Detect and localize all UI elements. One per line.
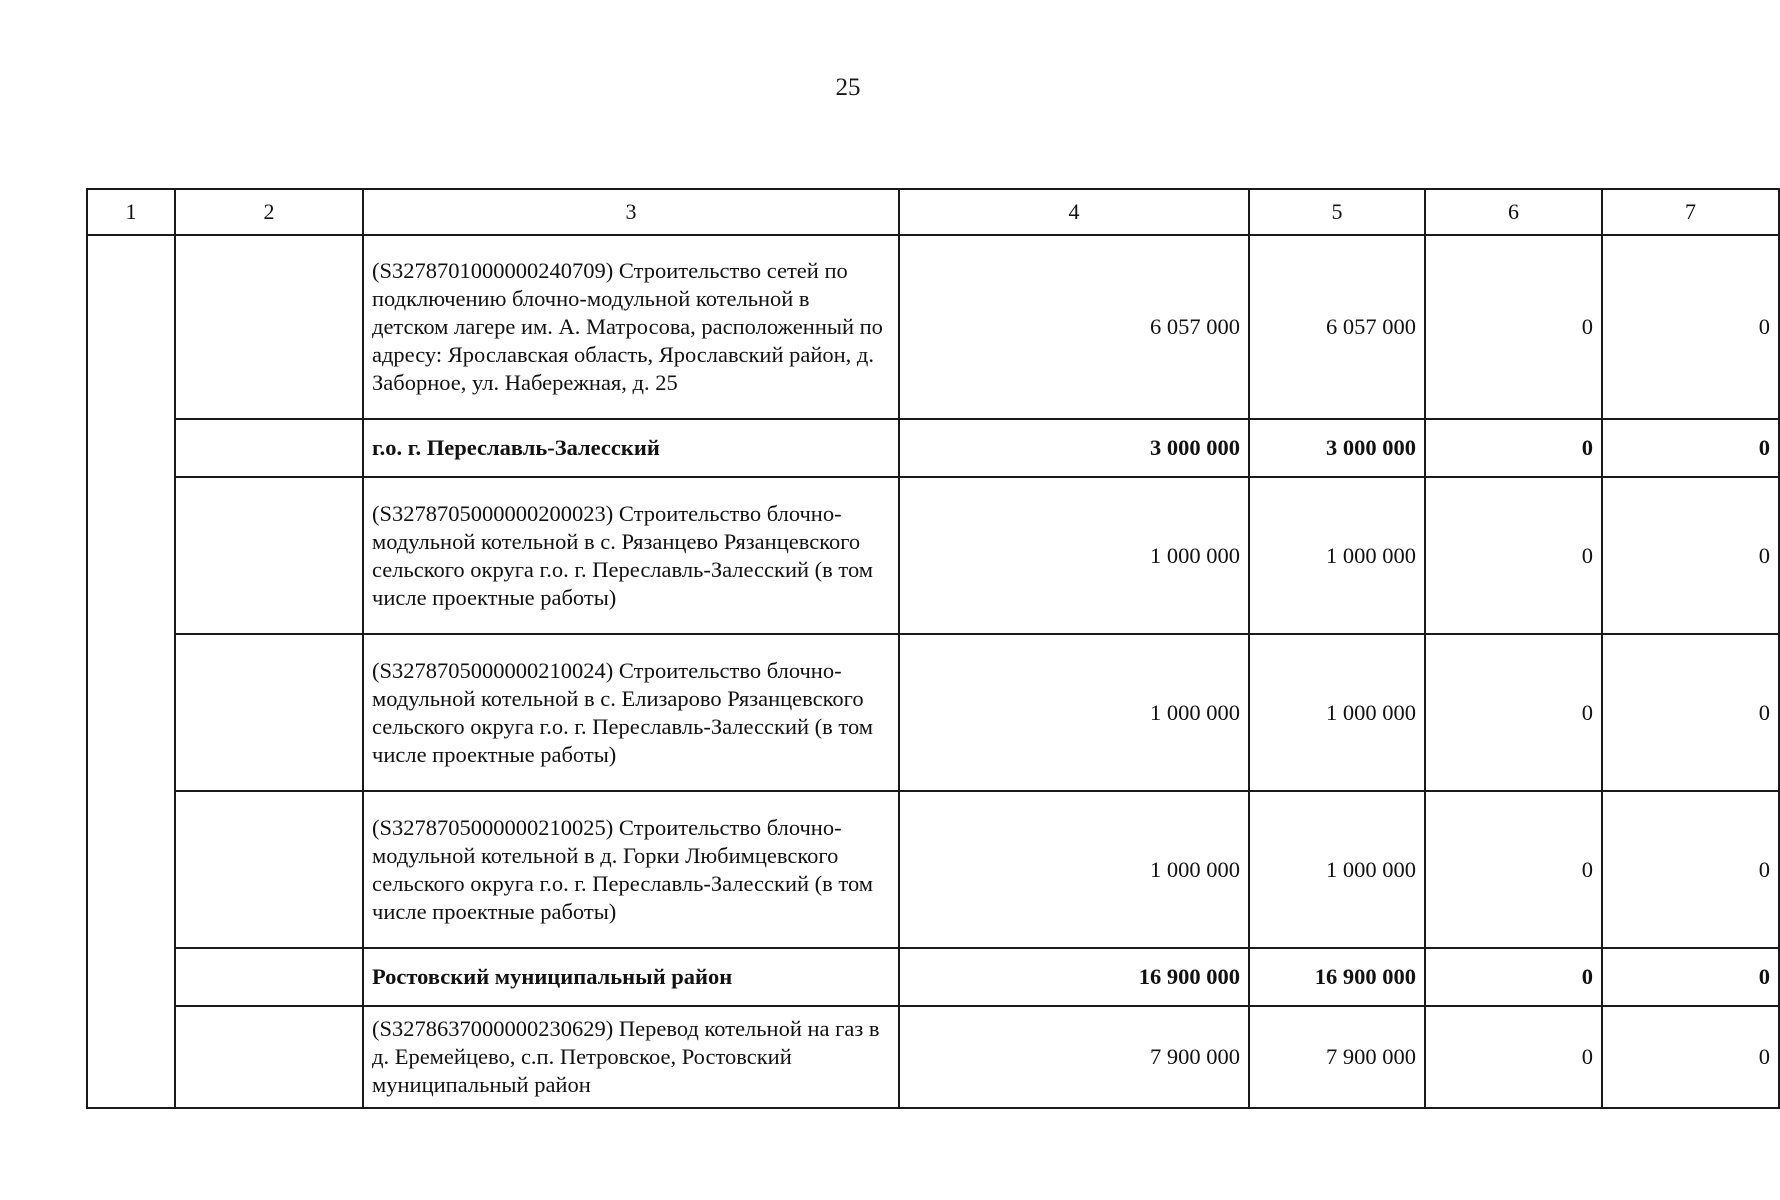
group-name: Ростовский муниципальный район [363,948,899,1006]
table-row [87,1006,1779,1108]
group-name: г.о. г. Переславль-Залесский [363,419,899,477]
value-col5: 1 000 000 [1249,634,1425,791]
value-col4: 1 000 000 [899,477,1249,634]
value-col6: 0 [1425,634,1602,791]
value-col6: 0 [1425,235,1602,419]
value-col4: 6 057 000 [899,235,1249,419]
value-col5: 1 000 000 [1249,477,1425,634]
group-row [87,948,1779,1006]
budget-table [86,188,1780,1109]
item-name: (S3278637000000230629) Перевод котельной на газ в д. Еремейцево, с.п. Петровское, Ростовский муниципальный район [363,1006,899,1108]
column-header-3: 3 [363,189,899,235]
column-header-2: 2 [175,189,363,235]
value-col6: 0 [1425,1006,1602,1108]
group-row [87,419,1779,477]
column-header-5: 5 [1249,189,1425,235]
column-header-1: 1 [87,189,175,235]
value-col5: 1 000 000 [1249,791,1425,948]
value-col4: 1 000 000 [899,791,1249,948]
group-total-col6: 0 [1425,419,1602,477]
group-total-col5: 16 900 000 [1249,948,1425,1006]
value-col7: 0 [1602,477,1779,634]
code-cell [175,477,363,634]
table-row [87,477,1779,634]
item-name: (S3278705000000200023) Строительство блочно-модульной котельной в с. Рязанцево Рязанцевского сельского округа г.о. г. Переславль-Залесский (в том числе проектные работы) [363,477,899,634]
page-number: 25 [835,74,861,101]
item-name: (S3278701000000240709) Строительство сетей по подключению блочно-модульной котельной в детском лагере им. А. Матросова, расположенный по адресу: Ярославская область, Ярославский район, д. Заборное, ул. Набережная, д. 25 [363,235,899,419]
column-header-4: 4 [899,189,1249,235]
item-name: (S3278705000000210025) Строительство блочно-модульной котельной в д. Горки Любимцевского сельского округа г.о. г. Переславль-Залесский (в том числе проектные работы) [363,791,899,948]
group-total-col4: 16 900 000 [899,948,1249,1006]
table-row [87,791,1779,948]
value-col7: 0 [1602,235,1779,419]
group-total-col4: 3 000 000 [899,419,1249,477]
row-number-cell [87,235,175,1108]
code-cell [175,419,363,477]
value-col4: 1 000 000 [899,634,1249,791]
column-header-7: 7 [1602,189,1779,235]
code-cell [175,791,363,948]
value-col6: 0 [1425,791,1602,948]
group-total-col5: 3 000 000 [1249,419,1425,477]
column-header-6: 6 [1425,189,1602,235]
code-cell [175,634,363,791]
value-col5: 7 900 000 [1249,1006,1425,1108]
table-row [87,235,1779,419]
code-cell [175,948,363,1006]
value-col6: 0 [1425,477,1602,634]
group-total-col6: 0 [1425,948,1602,1006]
value-col7: 0 [1602,634,1779,791]
table-row [87,634,1779,791]
group-total-col7: 0 [1602,948,1779,1006]
value-col7: 0 [1602,1006,1779,1108]
code-cell [175,1006,363,1108]
value-col5: 6 057 000 [1249,235,1425,419]
value-col4: 7 900 000 [899,1006,1249,1108]
table-header-row [87,189,1779,235]
group-total-col7: 0 [1602,419,1779,477]
item-name: (S3278705000000210024) Строительство блочно-модульной котельной в с. Елизарово Рязанцевского сельского округа г.о. г. Переславль-Залесский (в том числе проектные работы) [363,634,899,791]
code-cell [175,235,363,419]
value-col7: 0 [1602,791,1779,948]
